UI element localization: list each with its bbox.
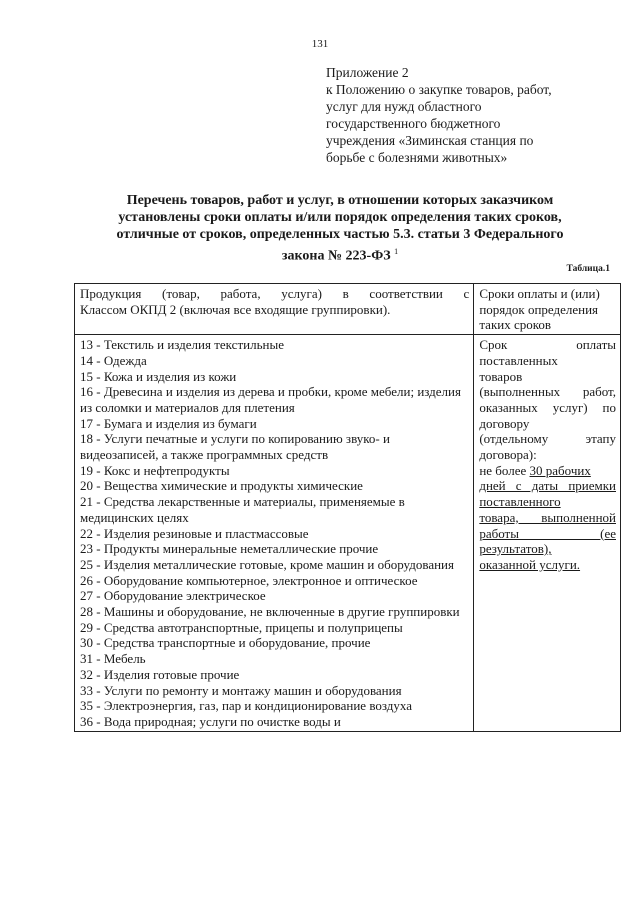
terms-line	[479, 463, 616, 479]
product-item: 36 - Вода природная; услуги по очистке воды и	[80, 713, 341, 729]
table-header-row	[75, 284, 621, 335]
header-products-line: Продукция (товар, работа, услуга) в соответствии с	[80, 286, 470, 301]
product-item: 15 - Кожа и изделия из кожи	[80, 368, 237, 384]
table-body-row	[75, 335, 621, 732]
terms-line: товаров	[479, 368, 523, 384]
header-terms: Сроки оплаты и (или) порядок определения таких сроков	[474, 284, 621, 335]
title-line	[80, 243, 600, 265]
appendix-line: государственного бюджетного	[326, 116, 501, 131]
payment-terms-text	[479, 337, 616, 573]
product-item: 14 - Одежда	[80, 352, 147, 368]
appendix-line: борьбе с болезнями животных»	[326, 150, 508, 165]
product-item: 13 - Текстиль и изделия текстильные	[80, 337, 284, 353]
product-item: 31 - Мебель	[80, 651, 146, 667]
product-item: 35 - Электроэнергия, газ, пар и кондиционирование воздуха	[80, 698, 412, 714]
product-item: 29 - Средства автотранспортные, прицепы и полуприцепы	[80, 619, 403, 635]
product-item: 19 - Кокс и нефтепродукты	[80, 462, 230, 478]
document-title	[80, 192, 600, 265]
appendix-note	[326, 64, 616, 166]
terms-line: оказанных услуг) по	[479, 399, 616, 415]
product-item: 28 - Машины и оборудование, не включенные в другие группировки	[80, 604, 460, 620]
footnote-mark: 1	[394, 247, 399, 256]
product-item: 26 - Оборудование компьютерное, электронное и оптическое	[80, 572, 418, 588]
terms-line: договора):	[479, 447, 537, 463]
title-line-text: закона № 223-ФЗ	[281, 248, 391, 264]
terms-line: товара, выполненной	[479, 509, 616, 525]
table-caption: Таблица.1	[566, 264, 610, 274]
title-line: Перечень товаров, работ и услуг, в отношении которых заказчиком	[126, 193, 554, 208]
product-item: 30 - Средства транспортные и оборудование, прочие	[80, 635, 371, 651]
product-item: 22 - Изделия резиновые и пластмассовые	[80, 525, 309, 541]
payment-terms	[474, 335, 621, 732]
title-line: установлены сроки оплаты и/или порядок определения таких сроков,	[118, 210, 562, 225]
product-item: 16 - Древесина и изделия из дерева и пробки, кроме мебели; изделия из соломки и материалов для плетения	[80, 384, 461, 415]
product-item: 33 - Услуги по ремонту и монтажу машин и оборудования	[80, 682, 402, 698]
header-products	[75, 284, 474, 335]
terms-line: Срок оплаты	[479, 337, 616, 353]
appendix-line: услуг для нужд областного	[326, 99, 482, 114]
terms-line-prefix: не более	[479, 462, 530, 478]
appendix-line: к Положению о закупке товаров, работ,	[326, 82, 552, 97]
product-item: 32 - Изделия готовые прочие	[80, 666, 240, 682]
header-products-line: Классом ОКПД 2 (включая все входящие группировки).	[80, 301, 391, 317]
terms-line: результатов),	[479, 541, 552, 557]
product-item: 17 - Бумага и изделия из бумаги	[80, 415, 257, 431]
products-list	[75, 335, 474, 732]
product-item: 25 - Изделия металлические готовые, кроме машин и оборудования	[80, 556, 454, 572]
terms-line-underlined: 30 рабочих	[529, 462, 591, 478]
terms-line: поставленного	[479, 494, 561, 510]
terms-line: (отдельному этапу	[479, 431, 616, 447]
terms-line: (выполненных работ,	[479, 384, 616, 400]
product-item: 21 - Средства лекарственные и материалы, применяемые в медицинских целях	[80, 494, 405, 525]
product-item: 27 - Оборудование электрическое	[80, 588, 266, 604]
terms-line: поставленных	[479, 352, 558, 368]
terms-line: договору	[479, 415, 530, 431]
product-item: 18 - Услуги печатные и услуги по копированию звуко- и видеозаписей, а также программных средств	[80, 431, 390, 463]
page-number: 131	[311, 38, 329, 50]
product-item: 23 - Продукты минеральные неметаллические прочие	[80, 541, 379, 557]
terms-line: оказанной услуги.	[479, 556, 581, 572]
okpd-table	[74, 283, 621, 732]
terms-line: работы (ее	[479, 525, 616, 541]
terms-line: дней с даты приемки	[479, 478, 616, 494]
appendix-line: Приложение 2	[326, 65, 409, 80]
appendix-line: учреждения «Зиминская станция по	[326, 133, 534, 148]
product-item: 20 - Вещества химические и продукты химические	[80, 478, 363, 494]
title-line: отличные от сроков, определенных частью 5.3. статьи 3 Федерального	[116, 227, 564, 242]
